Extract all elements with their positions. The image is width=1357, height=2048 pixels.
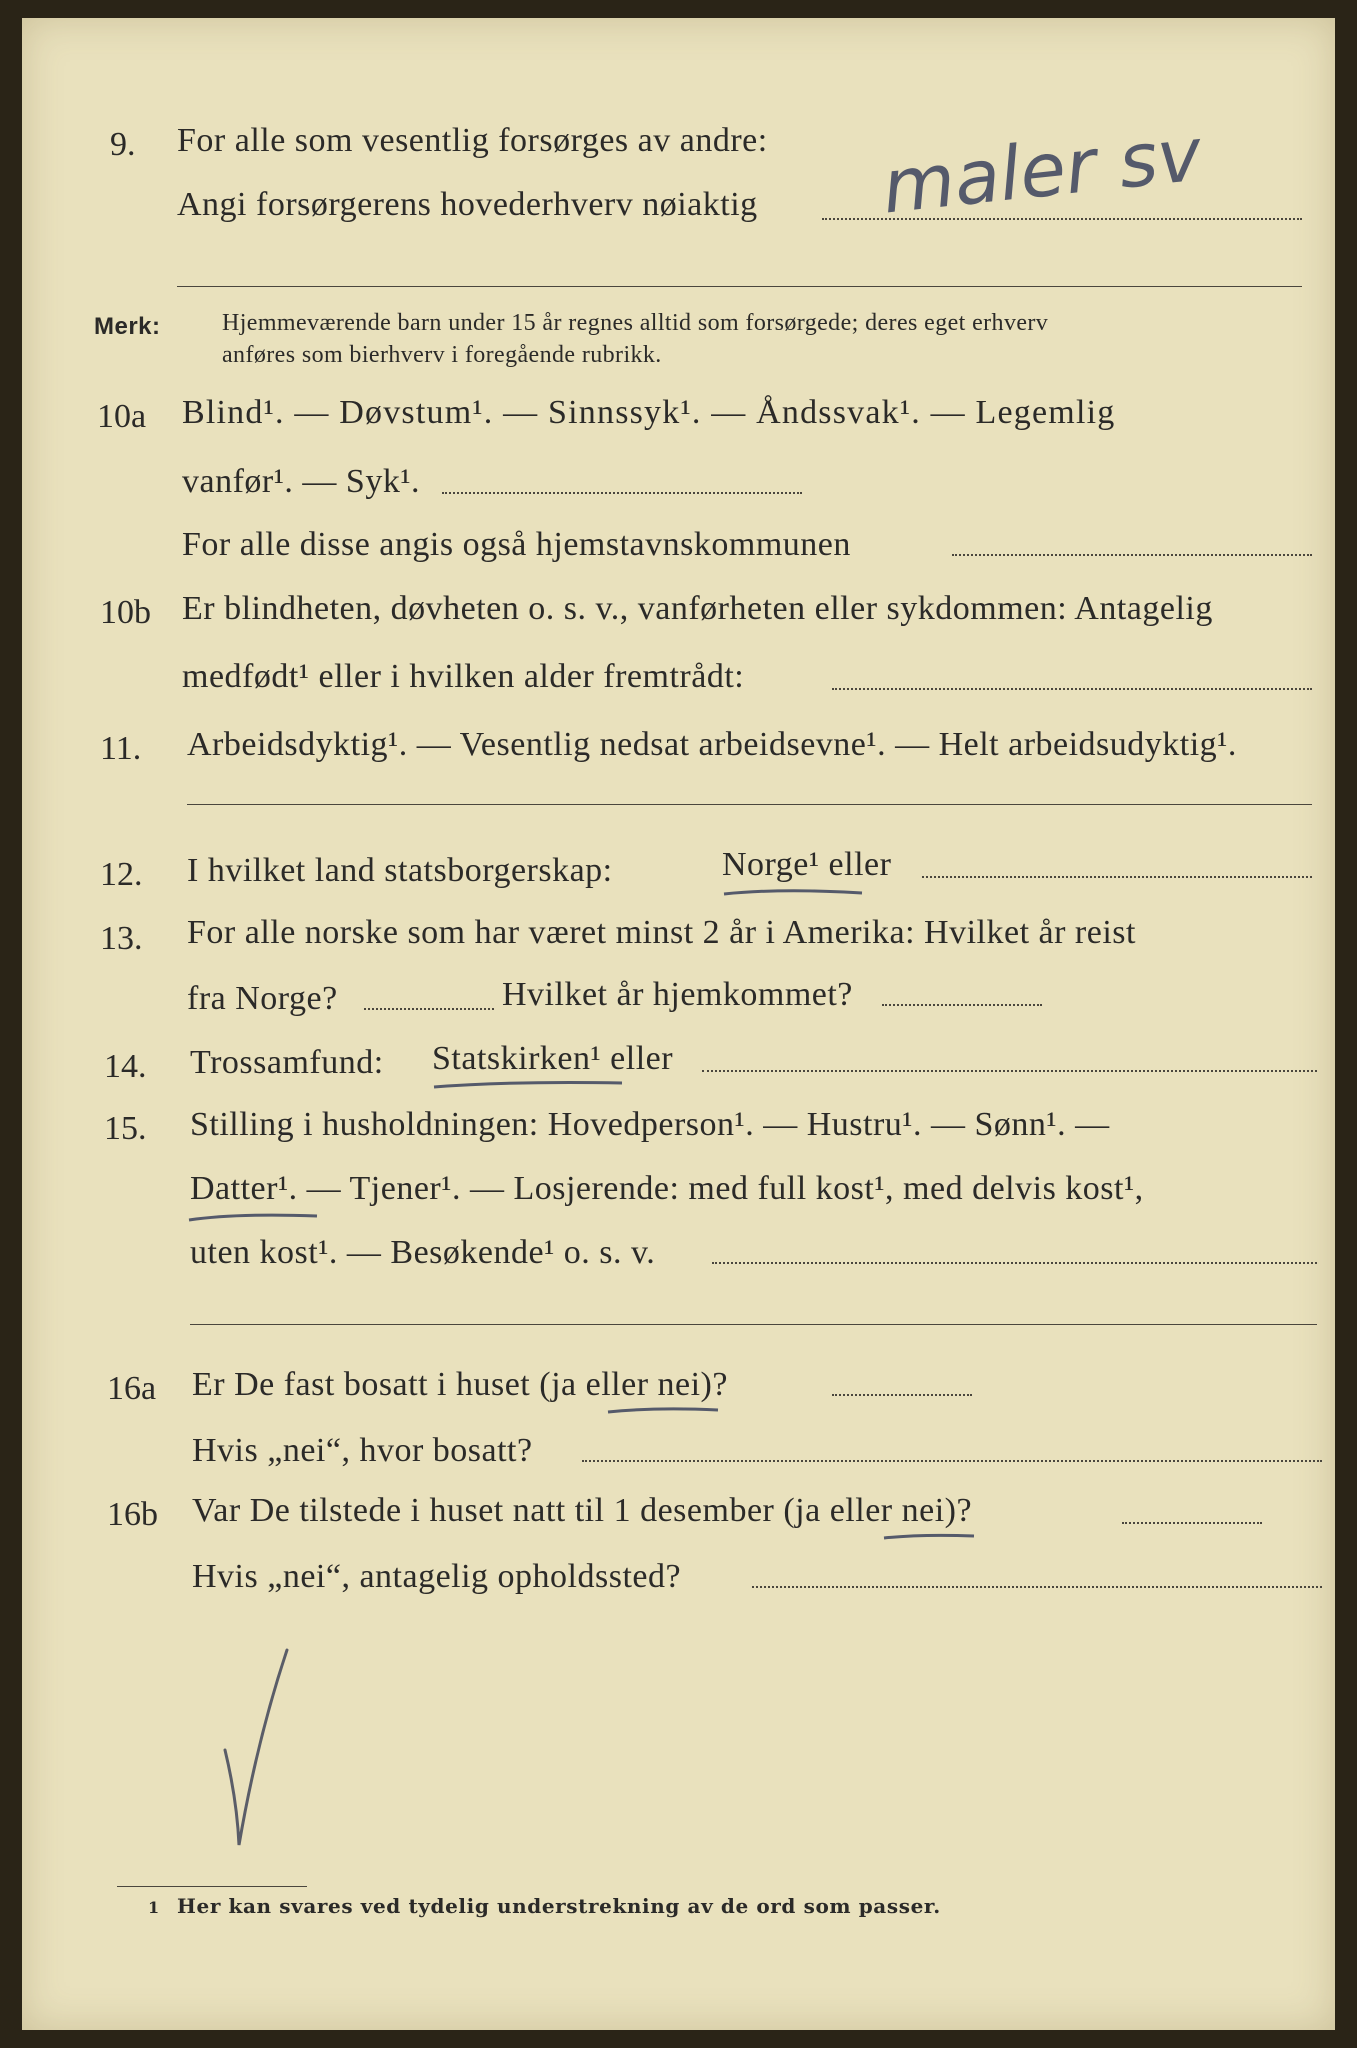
q12-number: 12. xyxy=(100,856,143,893)
q9-line1: For alle som vesentlig forsørges av andre: xyxy=(177,122,768,159)
merk-label: Merk: xyxy=(94,313,161,340)
q15-line1: Stilling i husholdningen: Hovedperson¹. — Hustru¹. — Sønn¹. — xyxy=(190,1106,1110,1143)
q14-line1: Trossamfund: xyxy=(190,1044,384,1081)
q16b-tilstede-line[interactable] xyxy=(1122,1522,1262,1524)
q16b-line1: Var De tilstede i huset natt til 1 desember (ja eller nei)? xyxy=(192,1492,973,1529)
q10b-line2: medfødt¹ eller i hvilken alder fremtrådt: xyxy=(182,658,745,695)
q11-line1: Arbeidsdyktig¹. — Vesentlig nedsat arbeidsevne¹. — Helt arbeidsudyktig¹. xyxy=(187,726,1237,763)
q15-extra-line xyxy=(190,1324,1317,1325)
q14-statskirken-underline xyxy=(432,1078,632,1092)
q10a-hjemstavn-line[interactable] xyxy=(952,554,1312,556)
q15-number: 15. xyxy=(104,1110,147,1147)
footnote-rule xyxy=(117,1886,307,1887)
census-form-page xyxy=(22,18,1335,2030)
q13-reist-line[interactable] xyxy=(364,1008,494,1010)
q10b-number: 10b xyxy=(100,594,151,631)
q10b-alder-line[interactable] xyxy=(832,688,1312,690)
q13-hjemkommet-line[interactable] xyxy=(882,1004,1042,1006)
q16b-ja-underline xyxy=(882,1530,982,1544)
q13-line1: For alle norske som har været minst 2 år i Amerika: Hvilket år reist xyxy=(187,914,1136,951)
q12-land-line[interactable] xyxy=(922,876,1312,878)
q16a-line2: Hvis „nei“, hvor bosatt? xyxy=(192,1432,533,1469)
q15-datter-underline xyxy=(187,1210,327,1224)
q12-option-norge[interactable]: Norge¹ eller xyxy=(722,846,892,883)
q16a-ja-underline xyxy=(606,1404,726,1418)
q14-option-statskirken[interactable]: Statskirken¹ eller xyxy=(432,1040,674,1077)
q14-number: 14. xyxy=(104,1048,147,1085)
merk-line1: Hjemmeværende barn under 15 år regnes alltid som forsørgede; deres eget erhverv xyxy=(222,310,1049,336)
q16a-bosatt-line[interactable] xyxy=(832,1394,972,1396)
q15-stilling-line[interactable] xyxy=(712,1262,1317,1264)
q16a-number: 16a xyxy=(107,1370,157,1407)
q11-number: 11. xyxy=(100,730,142,767)
q9-extra-line xyxy=(177,286,1302,287)
q9-handwritten-answer: maler sv xyxy=(878,111,1206,231)
q15-line3: uten kost¹. — Besøkende¹ o. s. v. xyxy=(190,1234,656,1271)
merk-line2: anføres som bierhverv i foregående rubrikk. xyxy=(222,342,662,368)
q15-line2: Datter¹. — Tjener¹. — Losjerende: med full kost¹, med delvis kost¹, xyxy=(190,1170,1144,1207)
q11-extra-line xyxy=(187,804,1312,805)
q13-number: 13. xyxy=(100,920,143,957)
q12-norge-underline xyxy=(722,886,872,900)
q13-line2a: fra Norge? xyxy=(187,980,338,1017)
q9-number: 9. xyxy=(110,126,136,163)
footnote-text: Her kan svares ved tydelig understrekning av de ord som passer. xyxy=(177,1894,941,1918)
q16a-line1: Er De fast bosatt i huset (ja eller nei)? xyxy=(192,1366,728,1403)
q14-trossamfund-line[interactable] xyxy=(702,1070,1317,1072)
q10a-line1: Blind¹. — Døvstum¹. — Sinnssyk¹. — Åndssvak¹. — Legemlig xyxy=(182,394,1116,431)
q12-line1: I hvilket land statsborgerskap: xyxy=(187,852,613,889)
q10a-syk-line[interactable] xyxy=(442,492,802,494)
q16b-number: 16b xyxy=(107,1496,158,1533)
q16a-hvor-line[interactable] xyxy=(582,1460,1322,1462)
q10a-line3: For alle disse angis også hjemstavnskommunen xyxy=(182,526,851,563)
footnote-mark: 1 xyxy=(148,1898,160,1917)
q13-line2b: Hvilket år hjemkommet? xyxy=(502,976,853,1013)
q9-line2: Angi forsørgerens hovederhverv nøiaktig xyxy=(177,186,758,223)
q16b-opholdssted-line[interactable] xyxy=(752,1586,1322,1588)
q16b-line2: Hvis „nei“, antagelig opholdssted? xyxy=(192,1558,682,1595)
checkmark-icon xyxy=(217,1630,327,1860)
q10a-number: 10a xyxy=(97,398,147,435)
q10b-line1: Er blindheten, døvheten o. s. v., vanførheten eller sykdommen: Antagelig xyxy=(182,590,1213,627)
q10a-line2: vanfør¹. — Syk¹. xyxy=(182,463,421,500)
